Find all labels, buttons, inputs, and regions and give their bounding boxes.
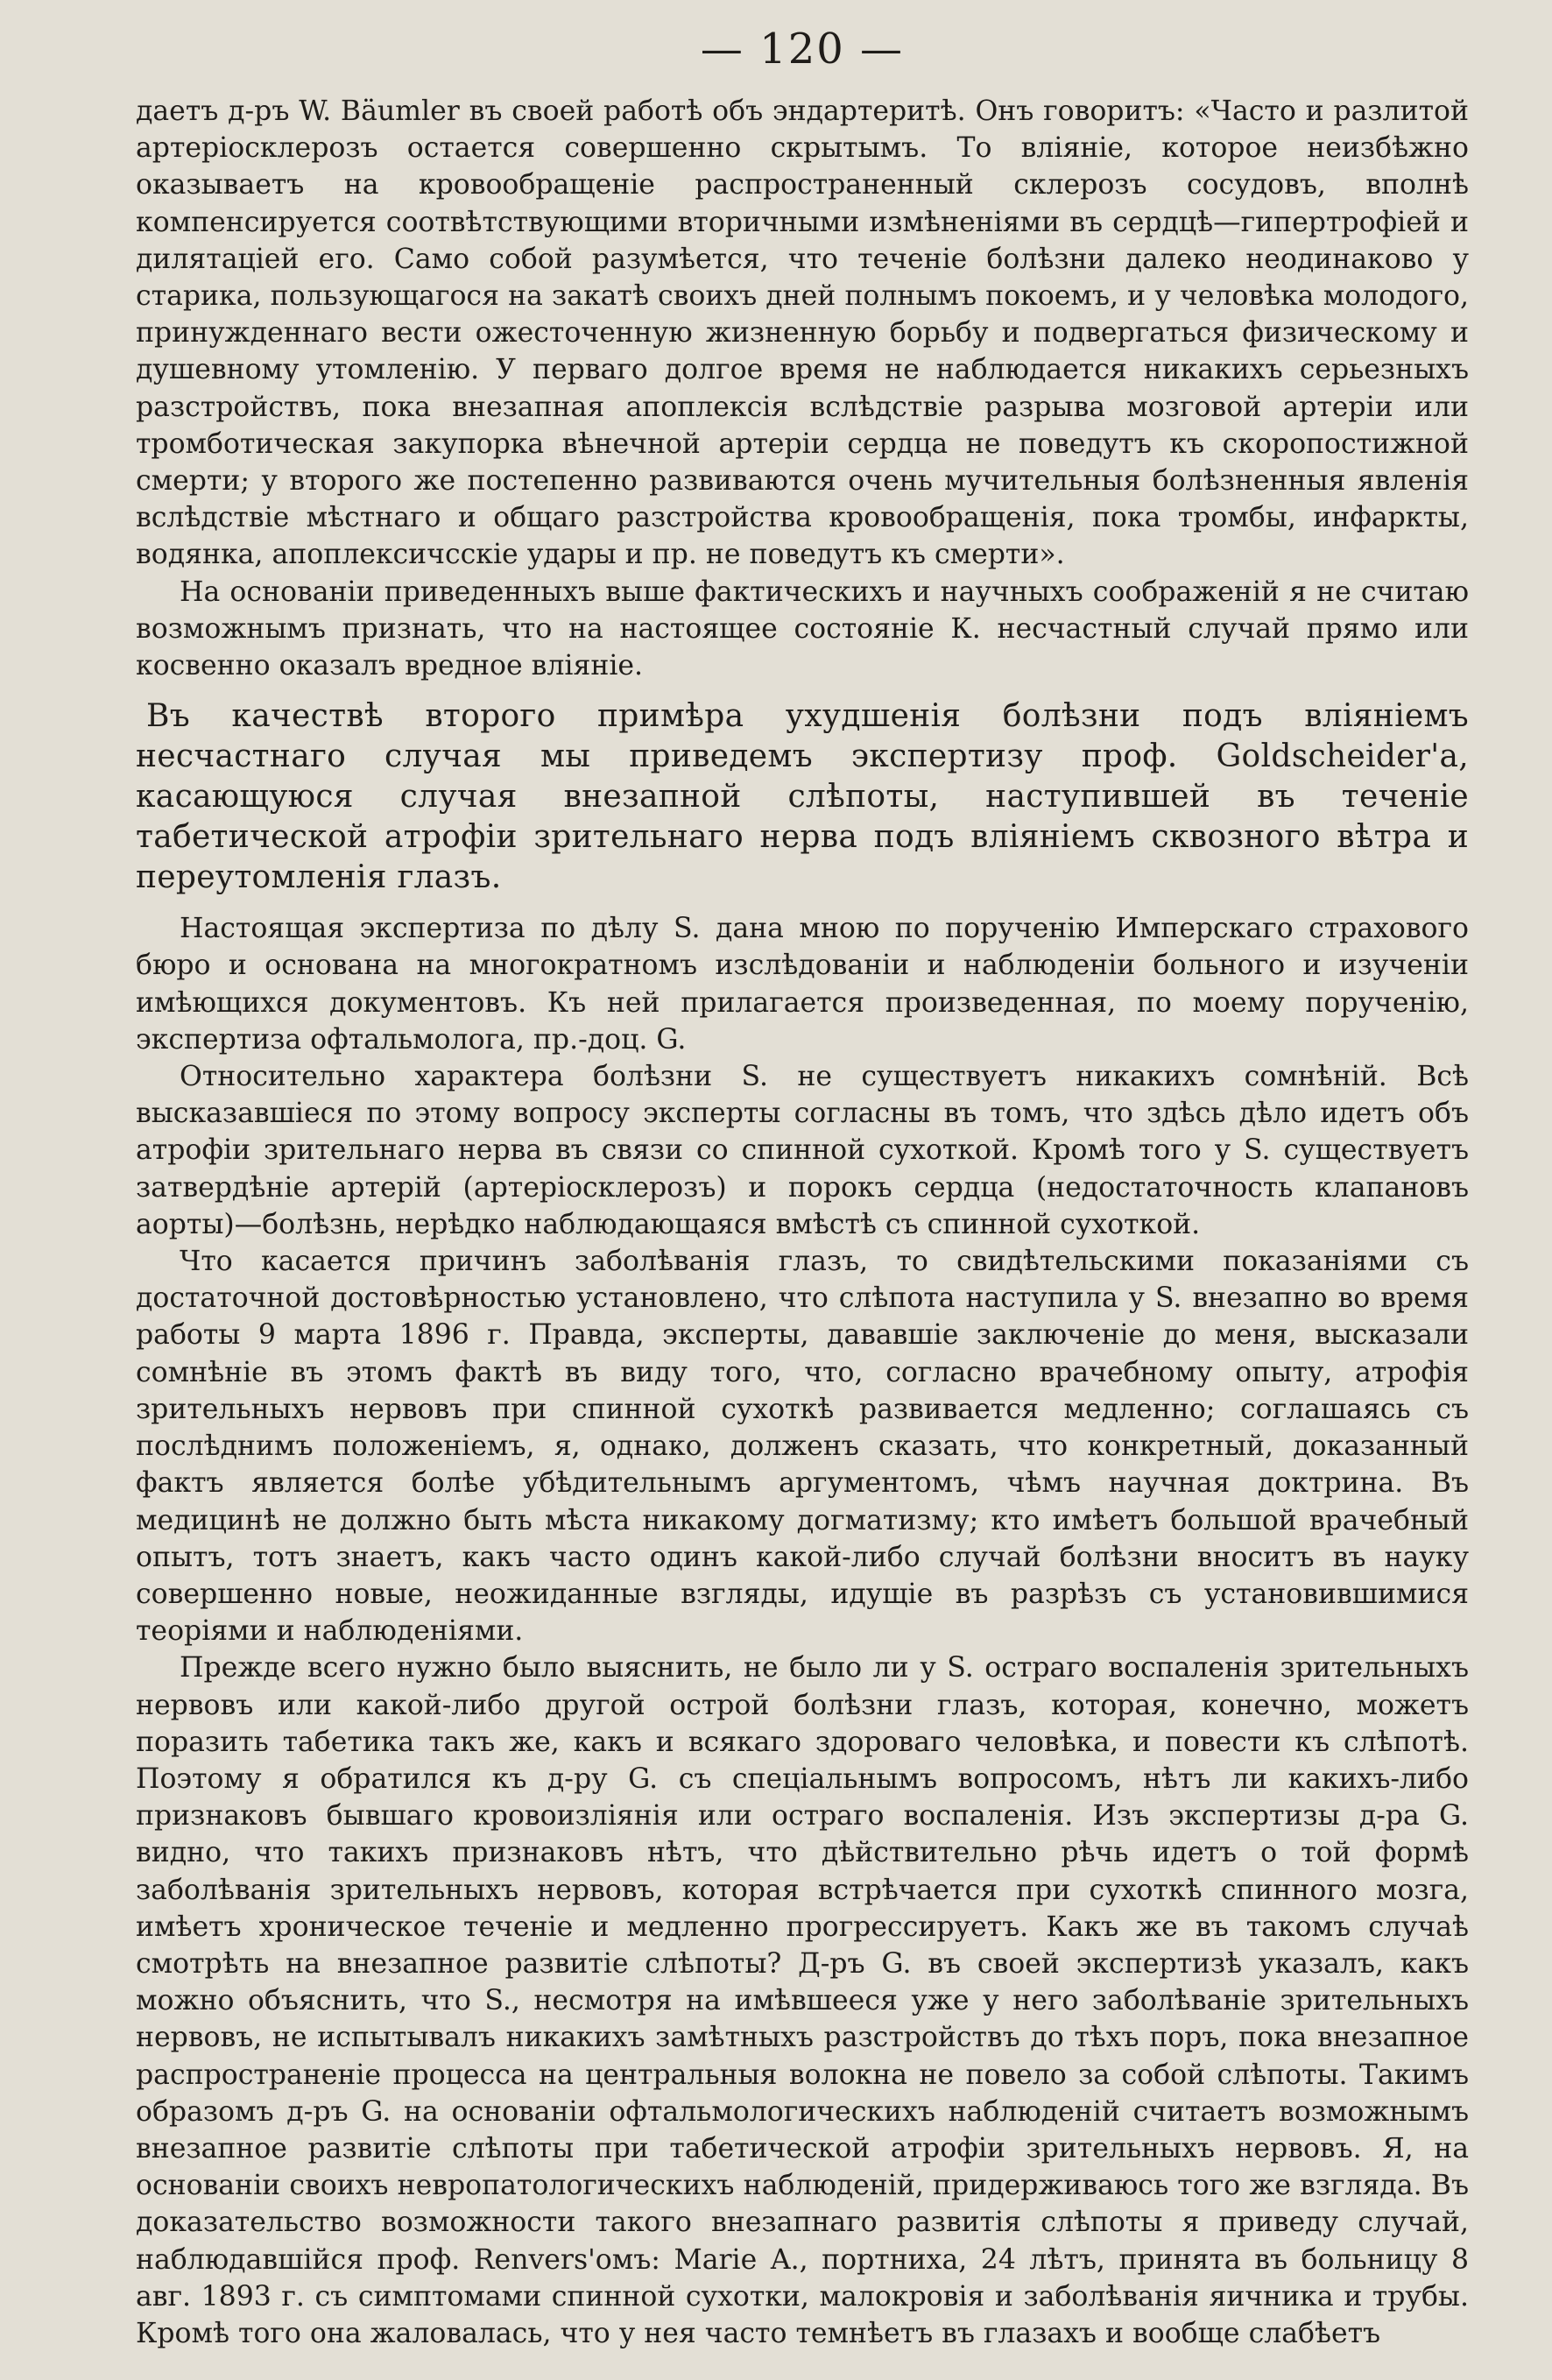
text-block-top	[136, 93, 1469, 684]
paragraph: Что касается причинъ заболѣванія глазъ, то свидѣтельскими показаніями съ достаточной достовѣрностью установлено, что слѣпота наступила у S. внезапно во время работы 9 марта 1896 г. Правда, эксперты, дававшіе заключеніе до меня, высказали сомнѣніе въ этомъ фактѣ въ виду того, что, согласно врачебному опыту, атрофія зрительныхъ нервовъ при спинной сухоткѣ развивается медленно; соглашаясь съ послѣднимъ положеніемъ, я, однако, долженъ сказать, что конкретный, доказанный фактъ является болѣе убѣдительнымъ аргументомъ, чѣмъ научная доктрина. Въ медицинѣ не должно быть мѣста никакому догматизму; кто имѣетъ большой врачебный опытъ, тотъ знаетъ, какъ часто одинъ какой-либо случай болѣзни вноситъ въ науку совершенно новые, неожиданные взгляды, идущіе въ разрѣзъ съ установившимися теоріями и наблюденіями.	[136, 1246, 1469, 1648]
section-lead	[136, 696, 1469, 898]
page-number: — 120 —	[700, 25, 905, 74]
paragraph: Прежде всего нужно было выяснить, не было ли у S. остраго воспаленія зрительныхъ нервовъ или какой-либо другой острой болѣзни глазъ, которая, конечно, можетъ поразить табетика такъ же, какъ и всякаго здороваго человѣка, и повести къ слѣпотѣ. Поэтому я обратился къ д-ру G. съ спеціальнымъ вопросомъ, нѣтъ ли какихъ-либо признаковъ бывшаго кровоизліянія или остраго воспаленія. Изъ экспертизы д-ра G. видно, что такихъ признаковъ нѣтъ, что дѣйствительно рѣчь идетъ о той формѣ заболѣванія зрительныхъ нервовъ, которая встрѣчается при сухоткѣ спинного мозга, имѣетъ хроническое теченіе и медленно прогрессируетъ. Какъ же въ такомъ случаѣ смотрѣть на внезапное развитіе слѣпоты? Д-ръ G. въ своей экспертизѣ указалъ, какъ можно объяснить, что S., несмотря на имѣвшееся уже у него заболѣваніе зрительныхъ нервовъ, не испытывалъ никакихъ замѣтныхъ разстройствъ до тѣхъ поръ, пока внезапное распространеніе процесса на центральныя волокна не повело за собой слѣпоты. Такимъ образомъ д-ръ G. на основаніи офтальмологическихъ наблюденій считаетъ возможнымъ внезапное развитіе слѣпоты при табетической атрофіи зрительныхъ нервовъ. Я, на основаніи своихъ невропатологическихъ наблюденій, придерживаюсь того же взгляда. Въ доказательство возможности такого внезапнаго развитія слѣпоты я приведу случай, наблюдавшійся проф. Renvers'омъ: Marie A., портниха, 24 лѣтъ, принята въ больницу 8 авг. 1893 г. съ симптомами спинной сухотки, малокровія и заболѣванія яичника и трубы. Кромѣ того она жаловалась, что у нея часто темнѣетъ въ глазахъ и вообще слабѣетъ	[136, 1652, 1469, 2349]
text-block-bottom	[136, 910, 1469, 2352]
paragraph: Относительно характера болѣзни S. не существуетъ никакихъ сомнѣній. Всѣ высказавшіеся по этому вопросу эксперты согласны въ томъ, что здѣсь дѣло идетъ объ атрофіи зрительнаго нерва въ связи со спинной сухоткой. Кромѣ того у S. существуетъ затвердѣніе артерій (артеріосклерозъ) и порокъ сердца (недостаточность клапановъ аорты)—болѣзнь, нерѣдко наблюдающаяся вмѣстѣ съ спинной сухоткой.	[136, 1061, 1469, 1240]
paragraph: даетъ д-ръ W. Bäumler въ своей работѣ объ эндартеритѣ. Онъ говоритъ: «Часто и разлитой артеріосклерозъ остается совершенно скрытымъ. То вліяніе, которое неизбѣжно оказываетъ на кровообращеніе распространенный склерозъ сосудовъ, вполнѣ компенсируется соотвѣтствующими вторичными измѣненіями въ сердцѣ—гипертрофіей и дилятаціей его. Само собой разумѣется, что теченіе болѣзни далеко неодинаково у старика, пользующагося на закатѣ своихъ дней полнымъ покоемъ, и у человѣка молодого, принужденнаго вести ожесточенную жизненную борьбу и подвергаться физическому и душевному утомленію. У перваго долгое время не наблюдается никакихъ серьезныхъ разстройствъ, пока внезапная апоплексія вслѣдствіе разрыва мозговой артеріи или тромботическая закупорка вѣнечной артеріи сердца не поведутъ къ скоропостижной смерти; у второго же постепенно развиваются очень мучительныя болѣзненныя явленія вслѣдствіе мѣстнаго и общаго разстройства кровообращенія, пока тромбы, инфаркты, водянка, апоплексичсскіе удары и пр. не поведутъ къ смерти».	[136, 95, 1469, 571]
paragraph: На основаніи приведенныхъ выше фактическихъ и научныхъ соображеній я не считаю возможнымъ признать, что на настоящее состояніе К. несчастный случай прямо или косвенно оказалъ вредное вліяніе.	[136, 576, 1469, 682]
paragraph: Настоящая экспертиза по дѣлу S. дана мною по порученію Имперскаго страхового бюро и основана на многократномъ изслѣдованіи и наблюденіи больного и изученіи имѣющихся документовъ. Къ ней прилагается произведенная, по моему порученію, экспертиза офтальмолога, пр.-доц. G.	[136, 913, 1469, 1056]
lead-paragraph: Въ качествѣ второго примѣра ухудшенія болѣзни подъ вліяніемъ несчастнаго случая мы приведемъ экспертизу проф. Goldscheider'a, касающуюся случая внезапной слѣпоты, наступившей въ теченіе табетической атрофіи зрительнаго нерва подъ вліяніемъ сквозного вѣтра и переутомленія глазъ.	[136, 698, 1469, 896]
